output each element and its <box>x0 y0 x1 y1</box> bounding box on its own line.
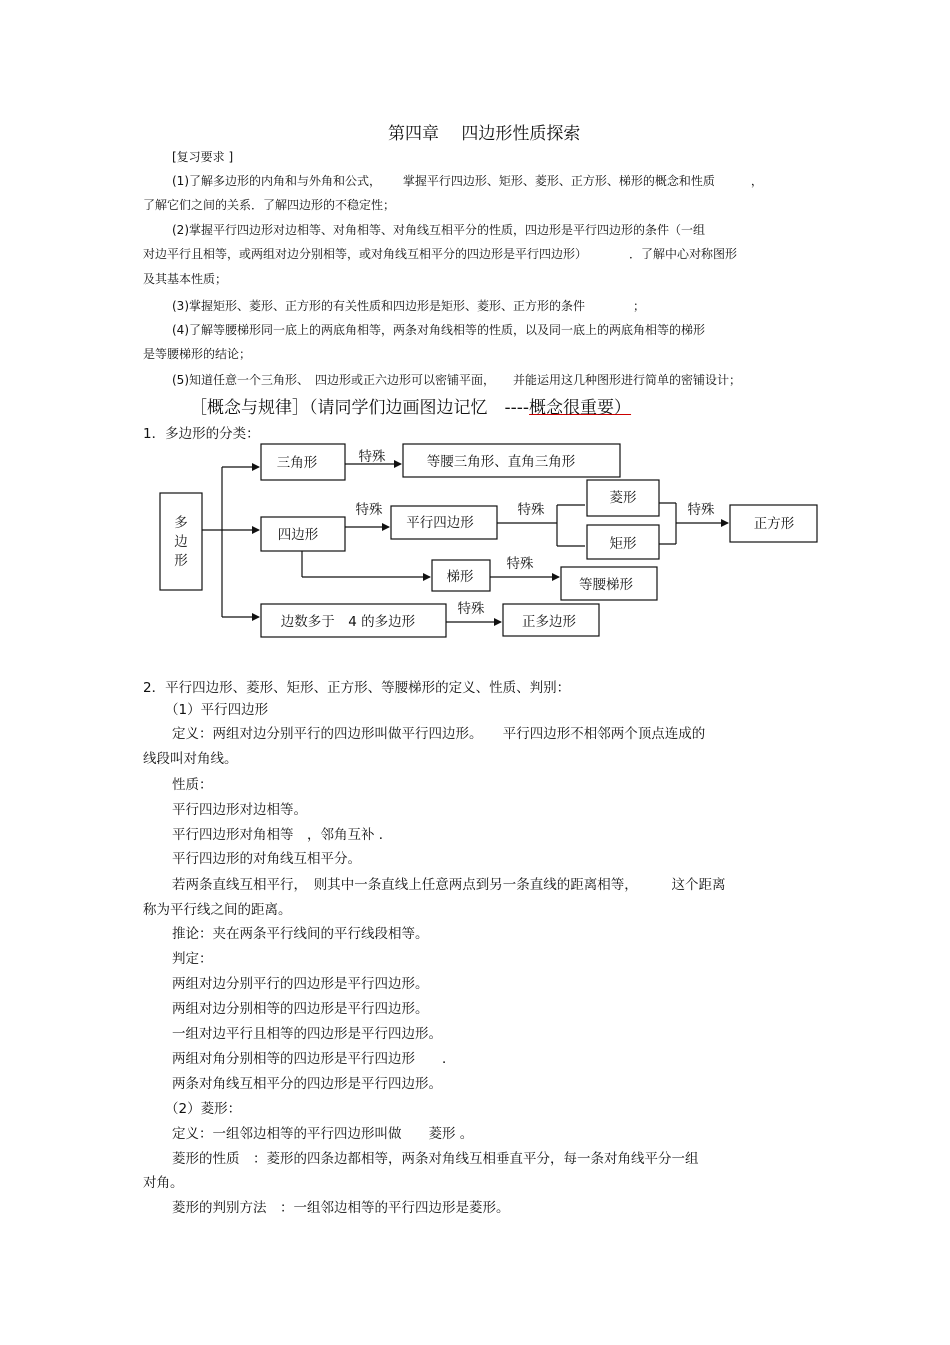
parallelogram-heading: （1）平行四边形 <box>165 702 269 718</box>
property-1: 平行四边形对边相等。 <box>172 802 307 818</box>
special-label-2: 特殊 <box>355 502 383 518</box>
parallel-distance-cont: 称为平行线之间的距离。 <box>143 902 292 918</box>
judgment-5: 两条对角线互相平分的四边形是平行四边形。 <box>172 1076 442 1092</box>
square-label: 正方形 <box>753 516 795 532</box>
special-label-1: 特殊 <box>358 449 386 465</box>
review-item-2-cont: 对边平行且相等，或两组对边分别相等，或对角线互相平分的四边形是平行四边形） ．了解中心对称图形 <box>143 247 738 261</box>
rhombus-label: 菱形 <box>609 490 637 506</box>
more-sides-label: 边数多于 4 的多边形 <box>280 614 416 630</box>
section-2-heading: 2．平行四边形、菱形、矩形、正方形、等腰梯形的定义、性质、判别： <box>143 680 571 696</box>
corollary: 推论：夹在两条平行线间的平行线段相等。 <box>172 926 429 942</box>
review-item-1: (1)了解多边形的内角和与外角和公式， 掌握平行四边形、矩形、菱形、正方形、梯形的概念和性质 ， <box>172 174 763 188</box>
page-title: 第四章 四边形性质探索 <box>388 124 581 144</box>
special-label-5: 特殊 <box>506 556 534 572</box>
concept-heading-text: ［概念与规律］（请同学们边画图边记忆 ---- <box>190 398 530 418</box>
polygon-char-2: 边 <box>174 534 188 550</box>
special-label-6: 特殊 <box>457 601 485 617</box>
review-heading: [复习要求 ] <box>172 150 234 164</box>
rhombus-heading: （2）菱形： <box>165 1101 242 1117</box>
review-item-3: (3)掌握矩形、菱形、正方形的有关性质和四边形是矩形、菱形、正方形的条件 ； <box>172 299 646 313</box>
rhombus-properties-cont: 对角。 <box>143 1175 184 1191</box>
triangle-label: 三角形 <box>276 455 318 471</box>
property-2: 平行四边形对角相等 ，邻角互补 ． <box>172 827 393 843</box>
parallelogram-label: 平行四边形 <box>406 515 474 531</box>
section-1-heading: 1．多边形的分类： <box>143 426 260 442</box>
regular-polygon-label: 正多边形 <box>522 614 576 630</box>
properties-heading: 性质： <box>172 777 213 793</box>
rhombus-judgment: 菱形的判别方法 ：一组邻边相等的平行四边形是菱形。 <box>172 1200 510 1216</box>
review-item-2: (2)掌握平行四边形对边相等、对角相等、对角线互相平分的性质，四边形是平行四边形的条件（一组 <box>172 223 706 237</box>
special-label-4: 特殊 <box>687 502 715 518</box>
polygon-char-3: 形 <box>174 553 188 569</box>
review-item-4-cont: 是等腰梯形的结论； <box>143 347 252 361</box>
judgment-4: 两组对角分别相等的四边形是平行四边形 ． <box>172 1051 456 1067</box>
judgment-2: 两组对边分别相等的四边形是平行四边形。 <box>172 1001 429 1017</box>
judgment-heading: 判定： <box>172 951 213 967</box>
review-item-1-cont: 了解它们之间的关系．了解四边形的不稳定性； <box>143 198 396 212</box>
rhombus-properties: 菱形的性质 ：菱形的四条边都相等，两条对角线互相垂直平分，每一条对角线平分一组 <box>172 1151 699 1167</box>
triangle-special-label: 等腰三角形、直角三角形 <box>426 454 576 470</box>
polygon-classification-diagram <box>0 0 950 660</box>
iso-trapezoid-label: 等腰梯形 <box>579 577 633 593</box>
property-3: 平行四边形的对角线互相平分。 <box>172 851 361 867</box>
rectangle-label: 矩形 <box>609 536 637 552</box>
polygon-char-1: 多 <box>174 515 188 531</box>
parallel-distance: 若两条直线互相平行， 则其中一条直线上任意两点到另一条直线的距离相等， 这个距离 <box>172 877 726 893</box>
review-item-4: (4)了解等腰梯形同一底上的两底角相等，两条对角线相等的性质，以及同一底上的两底角相等的梯形 <box>172 323 706 337</box>
concept-heading-emphasis: 概念很重要） <box>529 398 632 418</box>
parallelogram-definition: 定义：两组对边分别平行的四边形叫做平行四边形。 平行四边形不相邻两个顶点连成的 <box>172 726 706 742</box>
quadrilateral-label: 四边形 <box>277 527 319 543</box>
parallelogram-definition-cont: 线段叫对角线。 <box>143 751 238 767</box>
judgment-1: 两组对边分别平行的四边形是平行四边形。 <box>172 976 429 992</box>
review-item-5: (5)知道任意一个三角形、 四边形或正六边形可以密铺平面， 并能运用这几种图形进行简单的密铺设计； <box>172 373 742 387</box>
review-item-2-cont2: 及其基本性质； <box>143 272 228 286</box>
rhombus-definition: 定义：一组邻边相等的平行四边形叫做 菱形 。 <box>172 1126 474 1142</box>
trapezoid-label: 梯形 <box>446 569 474 585</box>
special-label-3: 特殊 <box>517 502 545 518</box>
judgment-3: 一组对边平行且相等的四边形是平行四边形。 <box>172 1026 442 1042</box>
